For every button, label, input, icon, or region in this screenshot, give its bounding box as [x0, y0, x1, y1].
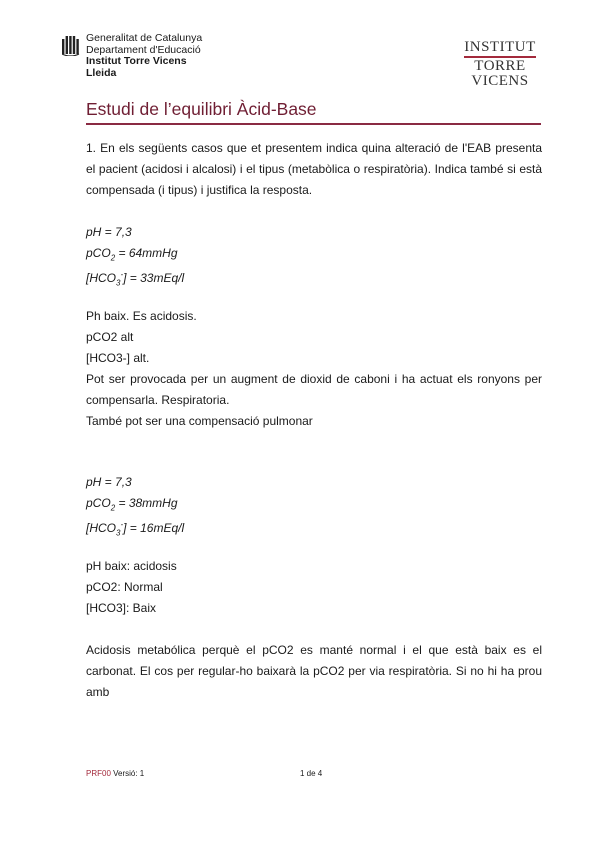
case2-answer-2: pCO2: Normal: [86, 580, 163, 594]
case2-answer-4: Acidosis metabólica perquè el pCO2 es manté normal i el que està baix es el carbonat. El cos per regular-ho baixarà la pCO2 per via respiratòria. Si no hi ha prou amb: [86, 643, 542, 699]
case1-answer-4: Pot ser provocada per un augment de dioxid de caboni i ha actuat els ronyons per compensarla. Respiratoria.: [86, 372, 542, 407]
logo-line-1: INSTITUT: [464, 39, 536, 55]
question-text: 1. En els següents casos que et presentem indica quina alteració de l'EAB presenta el pacient (acidosi i alcalosi) i el tipus (metabòlica o respiratòria). Indica també si està compensada (i tipus) i justifica la resposta.: [86, 141, 542, 197]
school-logo: [455, 40, 545, 89]
case1-ph: pH = 7,3: [86, 225, 132, 239]
institution-block: [86, 33, 202, 79]
org-name: Generalitat de Catalunya: [86, 32, 203, 44]
school-name: Institut Torre Vicens: [86, 55, 187, 67]
footer-code: PRF00 Versió: 1: [86, 769, 145, 778]
case2-answer-1: pH baix: acidosis: [86, 559, 177, 573]
city-name: Lleida: [86, 66, 117, 79]
logo-line-2: TORRE VICENS: [471, 58, 529, 89]
case1-pco2: pCO$_2$ = 64mmHg: [86, 246, 178, 263]
case2-hco3: $[HCO_3^-] = 16mEq/l$: [86, 520, 185, 538]
page-title: Estudi de l’equilibri Àcid-Base: [86, 99, 317, 119]
case1-answer-3: [HCO3-] alt.: [86, 351, 150, 365]
case2-ph: pH = 7,3: [86, 475, 132, 489]
case1-hco3: $[HCO_3^-] = 33mEq/l$: [86, 270, 185, 288]
case1-answer-1: Ph baix. Es acidosis.: [86, 309, 197, 323]
case2-answer-3: [HCO3]: Baix: [86, 601, 157, 615]
case1-answer-2: pCO2 alt: [86, 330, 134, 344]
case1-answer-5: També pot ser una compensació pulmonar: [86, 414, 313, 428]
generalitat-logo-icon: [62, 36, 80, 56]
title-underline: [86, 123, 541, 125]
page-number: 1 de 4: [300, 769, 323, 778]
department-name: Departament d'Educació: [86, 43, 201, 56]
case2-pco2: pCO$_2$ = 38mmHg: [86, 496, 178, 513]
